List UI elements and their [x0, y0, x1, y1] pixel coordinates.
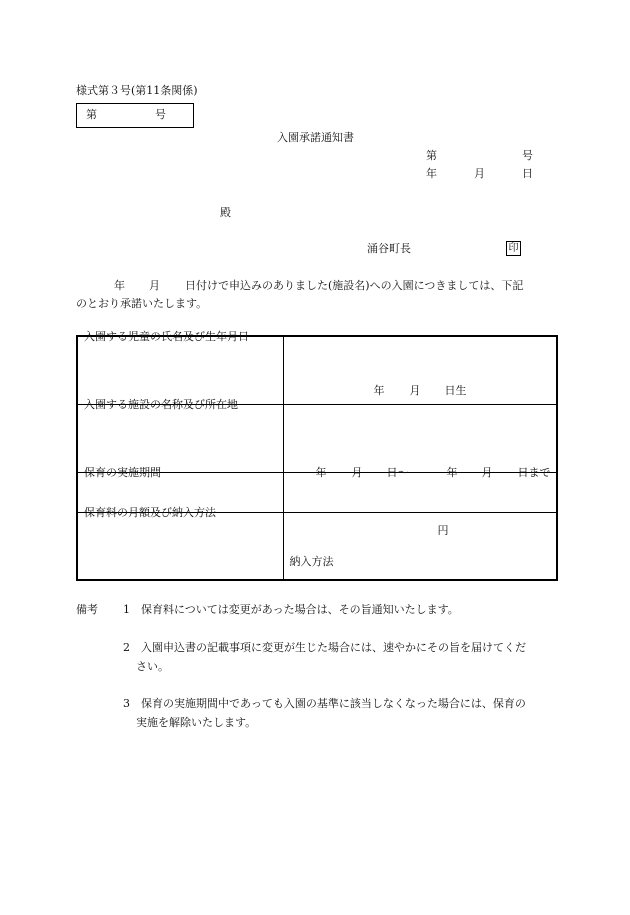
document-title: 入園承諾通知書: [277, 131, 354, 144]
header-date-year: 年: [426, 167, 437, 180]
row3-year2: 年: [446, 465, 458, 479]
body-year: 年: [114, 279, 125, 292]
notes-heading: 備考: [76, 603, 98, 616]
addressee-suffix: 殿: [220, 206, 231, 219]
row1-year: 年: [373, 384, 385, 398]
note-2-line-2: さい。: [136, 660, 169, 673]
body-line2: のとおり承諾いたします。: [76, 297, 208, 310]
notice-table: [76, 330, 558, 581]
row2-value-cell: [283, 404, 557, 472]
table-row-fee: [77, 512, 557, 580]
row1-value-cell: [283, 336, 557, 404]
row4-method: 納入方法: [289, 554, 334, 568]
row2-label: 入園する施設の名称及び所在地: [84, 397, 238, 411]
note-3-number: 3: [123, 697, 130, 710]
row1-month: 月: [409, 384, 421, 398]
number-box: [76, 103, 194, 128]
note-1-line-1: 保育料については変更があった場合は、その旨通知いたします。: [141, 603, 459, 616]
row3-day1: 日〜: [386, 465, 409, 479]
note-1-number: 1: [123, 603, 130, 616]
body-month: 月: [149, 279, 160, 292]
note-3-line-1: 保育の実施期間中であっても入園の基準に該当しなくなった場合には、保育の: [141, 697, 526, 710]
body-line1: 日付けで申込みのありました(施設名)への入園につきましては、下記: [185, 279, 524, 292]
row3-year1: 年: [315, 465, 327, 479]
note-3-line-2: 実施を解除いたします。: [136, 716, 257, 729]
row1-label-cell: [77, 330, 283, 404]
note-2-number: 2: [123, 641, 130, 654]
table-row-child: [77, 336, 557, 404]
header-number-go: 号: [522, 149, 533, 162]
number-box-go: 号: [155, 108, 166, 121]
row1-birth: 日生: [444, 384, 467, 398]
note-2-line-1: 入園申込書の記載事項に変更が生じた場合には、速やかにその旨を届けてくだ: [141, 641, 526, 654]
table-row-facility: [77, 404, 557, 472]
row3-month2: 月: [481, 465, 493, 479]
row3-label: 保育の実施期間: [84, 465, 161, 479]
row4-label: 保育料の月額及び納入方法: [84, 505, 216, 519]
row3-value-cell: [283, 465, 557, 512]
row4-label-cell: [77, 505, 283, 580]
number-box-dai: 第: [86, 108, 97, 121]
row3-day2: 日まで: [517, 465, 551, 479]
row3-month1: 月: [351, 465, 363, 479]
row2-label-cell: [77, 397, 283, 472]
row1-label: 入園する児童の氏名及び生年月日: [84, 330, 249, 343]
row4-value-cell: [283, 512, 557, 580]
header-date-day: 日: [522, 167, 533, 180]
header-number-dai: 第: [426, 149, 437, 162]
form-label: 様式第３号(第11条関係): [76, 84, 198, 97]
header-date-month: 月: [474, 167, 485, 180]
seal-mark: 印: [506, 241, 521, 256]
row4-yen: 円: [437, 523, 449, 537]
issuer-name: 涌谷町長: [367, 242, 411, 255]
